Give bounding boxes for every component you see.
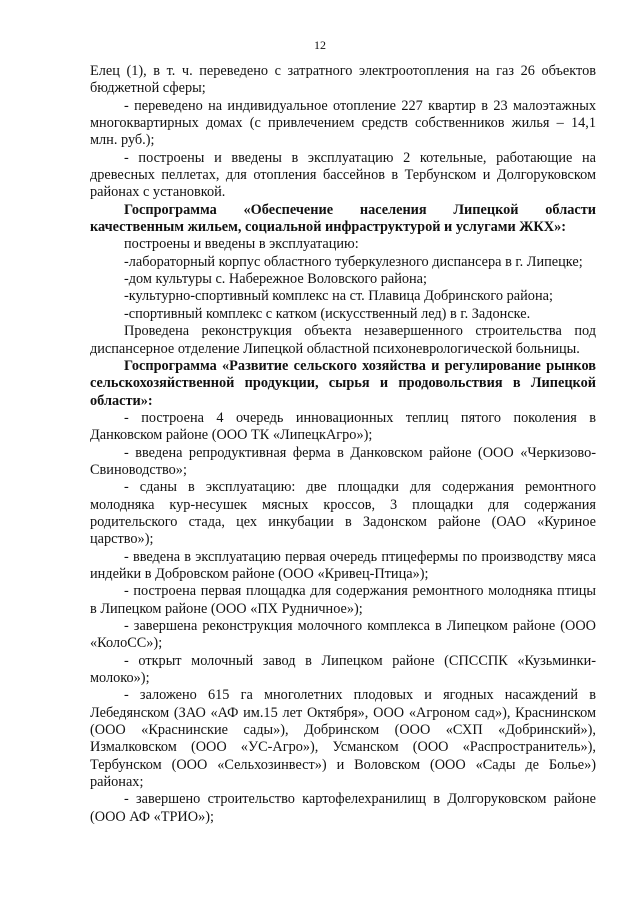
list-item: - введена репродуктивная ферма в Данковском районе (ООО «Черкизово-Свиноводство»; — [90, 444, 596, 478]
paragraph: Проведена реконструкция объекта незавершенного строительства под диспансерное отделение Липецкой областной психоневрологической больницы. — [90, 323, 596, 357]
document-body — [90, 63, 596, 826]
list-item: - построена 4 очередь инновационных теплиц пятого поколения в Данковском районе (ООО ТК «ЛипецкАгро»); — [90, 409, 596, 444]
list-item: -лабораторный корпус областного туберкулезного диспансера в г. Липецке; — [124, 253, 583, 270]
paragraph: - переведено на индивидуальное отопление 227 квартир в 23 малоэтажных многоквартирных домах (с привлечением средств собственников жилья – 14,1 млн. руб.); — [90, 97, 596, 149]
list-item: -дом культуры с. Набережное Воловского района; — [124, 271, 427, 288]
list-item: - сданы в эксплуатацию: две площадки для содержания ремонтного молодняка кур-несушек мясных кроссов, 3 площадки для содержания родительского стада, цех инкубации в Задонском районе (ОАО «Куриное царство»); — [90, 479, 596, 548]
paragraph: Елец (1), в т. ч. переведено с затратного электроотопления на газ 26 объектов бюджетной сферы; — [90, 63, 596, 97]
paragraph: построены и введены в эксплуатацию: — [124, 236, 359, 253]
list-item: - завершена реконструкция молочного комплекса в Липецком районе (ООО «КолоСС»); — [90, 618, 596, 652]
section-heading: Госпрограмма «Обеспечение населения Липецкой области качественным жильем, социальной инфраструктурой и услугами ЖКХ»: — [90, 201, 596, 236]
paragraph: - построены и введены в эксплуатацию 2 котельные, работающие на древесных пеллетах, для отопления бассейнов в Тербунском и Долгоруковском районах с установкой. — [90, 149, 596, 201]
list-item: - открыт молочный завод в Липецком районе (СПССПК «Кузьминки-молоко»); — [90, 652, 596, 687]
list-item: - построена первая площадка для содержания ремонтного молодняка птицы в Липецком районе (ООО «ПХ Рудничное»); — [90, 583, 596, 617]
list-item: - заложено 615 га многолетних плодовых и ягодных насаждений в Лебедянском (ЗАО «АФ им.15 лет Октября», ООО «Агроном сад»), Краснинском (ООО «Краснинские сады»), Добринском (ООО «СХП «Добринский»), Измалковском (ООО «УС-Агро»), Усманском (ООО «Распространитель»), Тербунском (ООО «Сельхозинвест») и Воловском (ООО «Сады де Болье») районах; — [90, 687, 596, 791]
section-heading: Госпрограмма «Развитие сельского хозяйства и регулирование рынков сельскохозяйственной продукции, сырья и продовольствия в Липецкой области»: — [90, 357, 596, 409]
list-item: - введена в эксплуатацию первая очередь птицефермы по производству мяса индейки в Добровском районе (ООО «Кривец-Птица»); — [90, 548, 596, 582]
list-item: - завершено строительство картофелехранилищ в Долгоруковском районе (ООО АФ «ТРИО»); — [90, 791, 596, 825]
list-item: -культурно-спортивный комплекс на ст. Плавица Добринского района; — [124, 288, 553, 305]
list-item: -спортивный комплекс с катком (искусственный лед) в г. Задонске. — [124, 305, 531, 322]
page-number: 12 — [314, 38, 326, 52]
